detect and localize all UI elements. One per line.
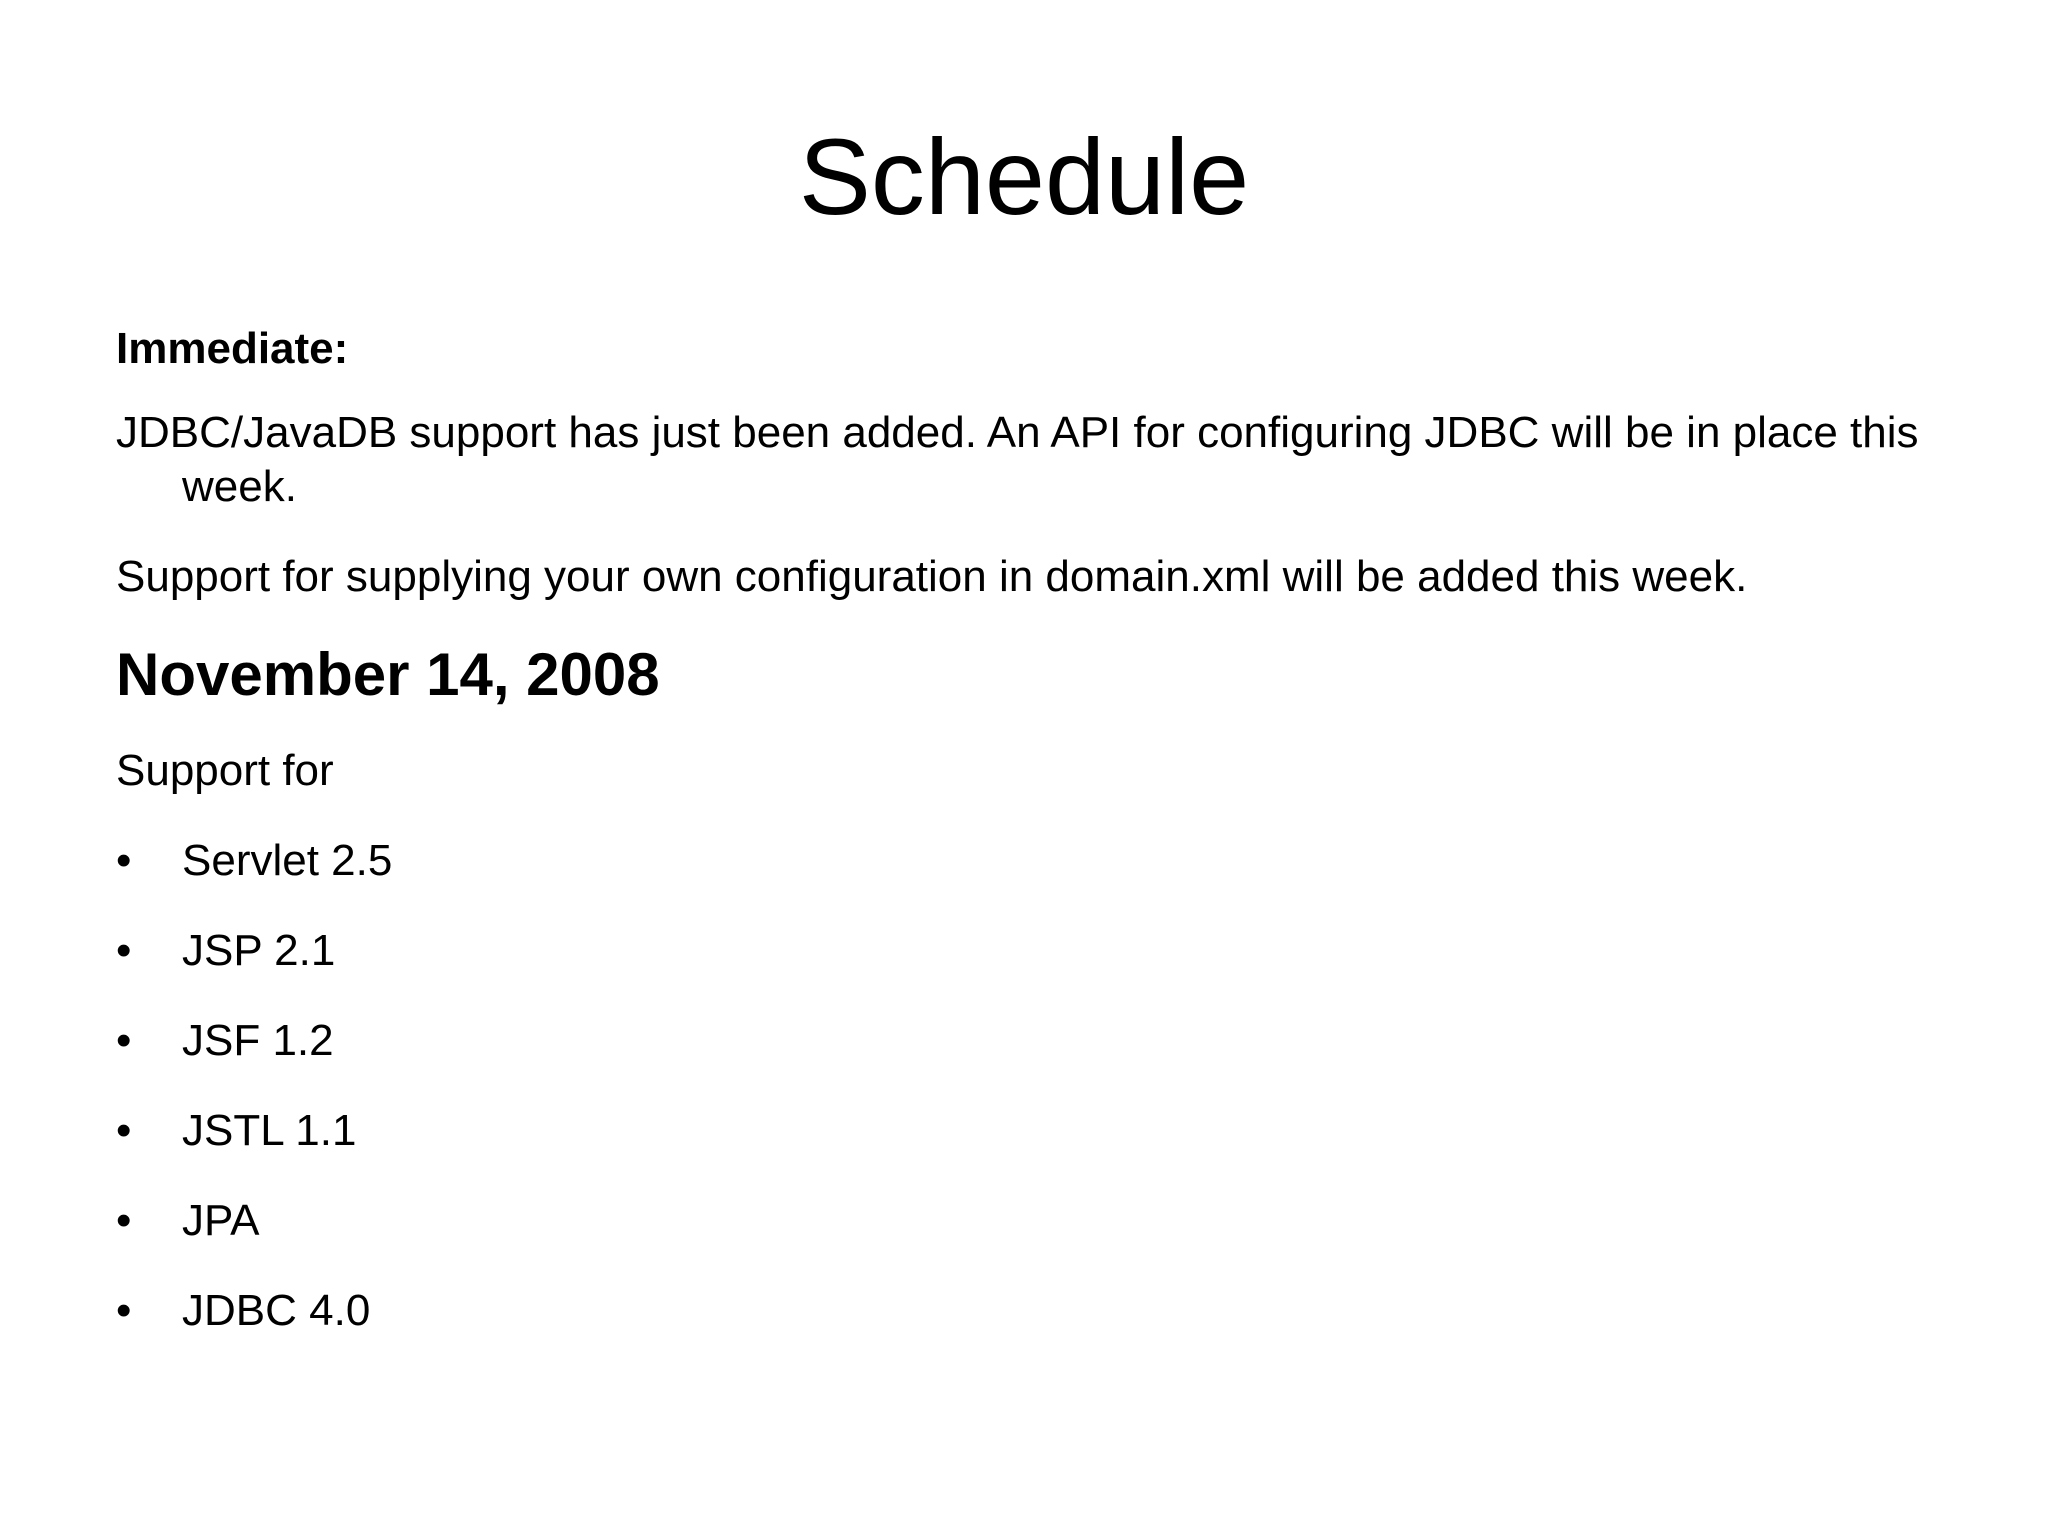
milestone-date-heading: November 14, 2008 [116,641,660,708]
bullet-icon: • [116,926,132,975]
slide-title: Schedule [798,116,1250,237]
list-item-label: JDBC 4.0 [182,1286,371,1335]
slide-content [116,322,1946,1374]
list-item-label: JSP 2.1 [182,926,336,975]
list-item-label: JSF 1.2 [182,1016,334,1065]
list-item [116,1194,1946,1248]
support-intro: Support for [116,746,334,795]
list-item [116,1014,1946,1068]
bullet-icon: • [116,1196,132,1245]
immediate-paragraph-domain-xml: Support for supplying your own configuration in domain.xml will be added this week. [116,552,1748,601]
bullet-icon: • [116,1016,132,1065]
list-item [116,1284,1946,1338]
bullet-icon: • [116,836,132,885]
list-item-label: JSTL 1.1 [182,1106,357,1155]
bullet-icon: • [116,1286,132,1335]
list-item-label: JPA [182,1196,260,1245]
immediate-label: Immediate: [116,324,349,373]
list-item [116,834,1946,888]
list-item [116,1104,1946,1158]
support-list [116,834,1946,1338]
bullet-icon: • [116,1106,132,1155]
list-item [116,924,1946,978]
immediate-paragraph-jdbc: JDBC/JavaDB support has just been added. An API for configuring JDBC will be in place this week. [116,408,1919,511]
list-item-label: Servlet 2.5 [182,836,393,885]
